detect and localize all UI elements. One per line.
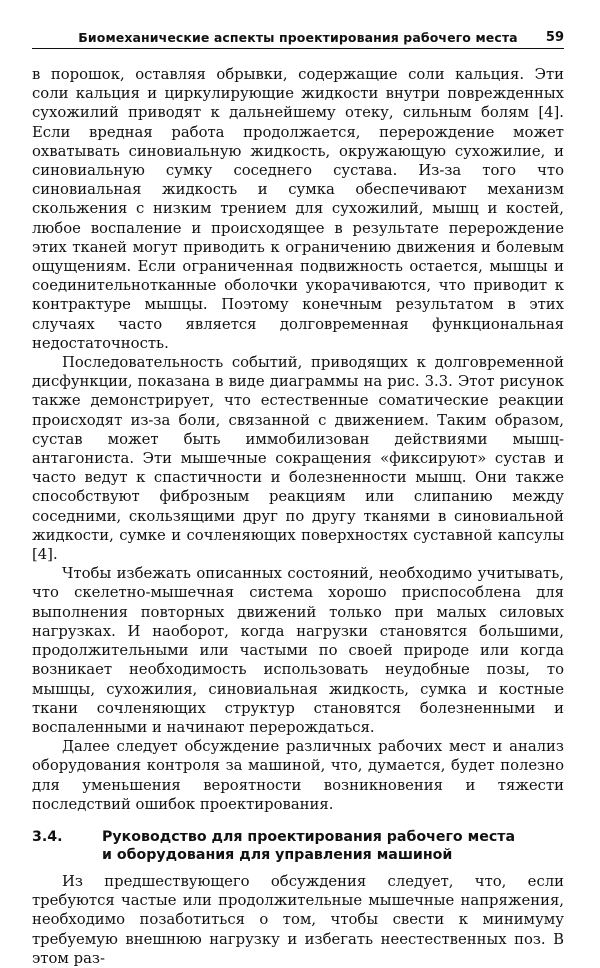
- section-title-line-2: и оборудования для управления машиной: [102, 846, 453, 863]
- paragraph: Чтобы избежать описанных состояний, необходимо учитывать, что скелетно-мышечная система хорошо приспособлена для выполнения повторных движений только при малых силовых нагрузках. И наоборот, когда нагрузки становятся большими, продолжительными или частыми по своей природе или когда возникает необходимость использовать неудобные позы, то мышцы, сухожилия, синовиальная жидкость, сумка и костные ткани сочленяющих структур становятся болезненными и воспаленными и начинают перерождаться.: [32, 565, 564, 736]
- paragraph: Далее следует обсуждение различных рабочих мест и анализ оборудования контроля за машиной, что, думается, будет полезно для уменьшения вероятности возникновения и тяжести последствий ошибок проектирования.: [32, 738, 564, 813]
- section-number: 3.4.: [32, 828, 63, 845]
- paragraph: Последовательность событий, приводящих к долговременной дисфункции, показана в виде диаграммы на рис. 3.3. Этот рисунок также демонстрирует, что естественные соматические реакции происходят из-за боли, связанной с движением. Таким образом, сустав может быть иммобилизован действиями мышц-антагониста. Эти мышечные сокращения «фиксируют» сустав и часто ведут к спастичности и болезненности мышц. Они также способствуют фиброзным реакциям или слипанию между соседними, скользящими друг по другу тканями в синовиальной жидкости, сумке и сочленяющих поверхностях суставной капсулы [4].: [32, 354, 564, 564]
- page-number: 59: [545, 30, 564, 45]
- section-title-line-1: Руководство для проектирования рабочего места: [102, 828, 516, 845]
- running-title: Биомеханические аспекты проектирования рабочего места: [78, 30, 518, 45]
- paragraph-continued: в порошок, оставляя обрывки, содержащие соли кальция. Эти соли кальция и циркулирующие жидкости внутри поврежденных сухожилий приводят к дальнейшему отеку, сильным болям [4]. Если вредная работа продолжается, перерождение может охватывать синовиальную жидкость, окружающую сухожилие, и синовиальную сумку соседнего сустава. Из-за того что синовиальная жидкость и сумка обеспечивают механизм скольжения с низким трением для сухожилий, мышц и костей, любое воспаление и происходящее в результате перерождение этих тканей могут приводить к ограничению движения и болевым ощущениям. Если ограниченная подвижность остается, мышцы и соединительнотканные оболочки укорачиваются, что приводит к контрактуре мышцы. Поэтому конечным результатом в этих случаях часто является долговременная функциональная недостаточность.: [32, 66, 564, 352]
- running-header: [32, 26, 564, 49]
- body-text: [32, 65, 564, 968]
- paragraph-final: Из предшествующего обсуждения следует, что, если требуются частые или продолжительные мышечные напряжения, необходимо позаботиться о том, чтобы свести к минимуму требуемую внешнюю нагрузку и избегать неестественных поз. В этом раз-: [32, 872, 564, 967]
- section-heading: [32, 828, 564, 864]
